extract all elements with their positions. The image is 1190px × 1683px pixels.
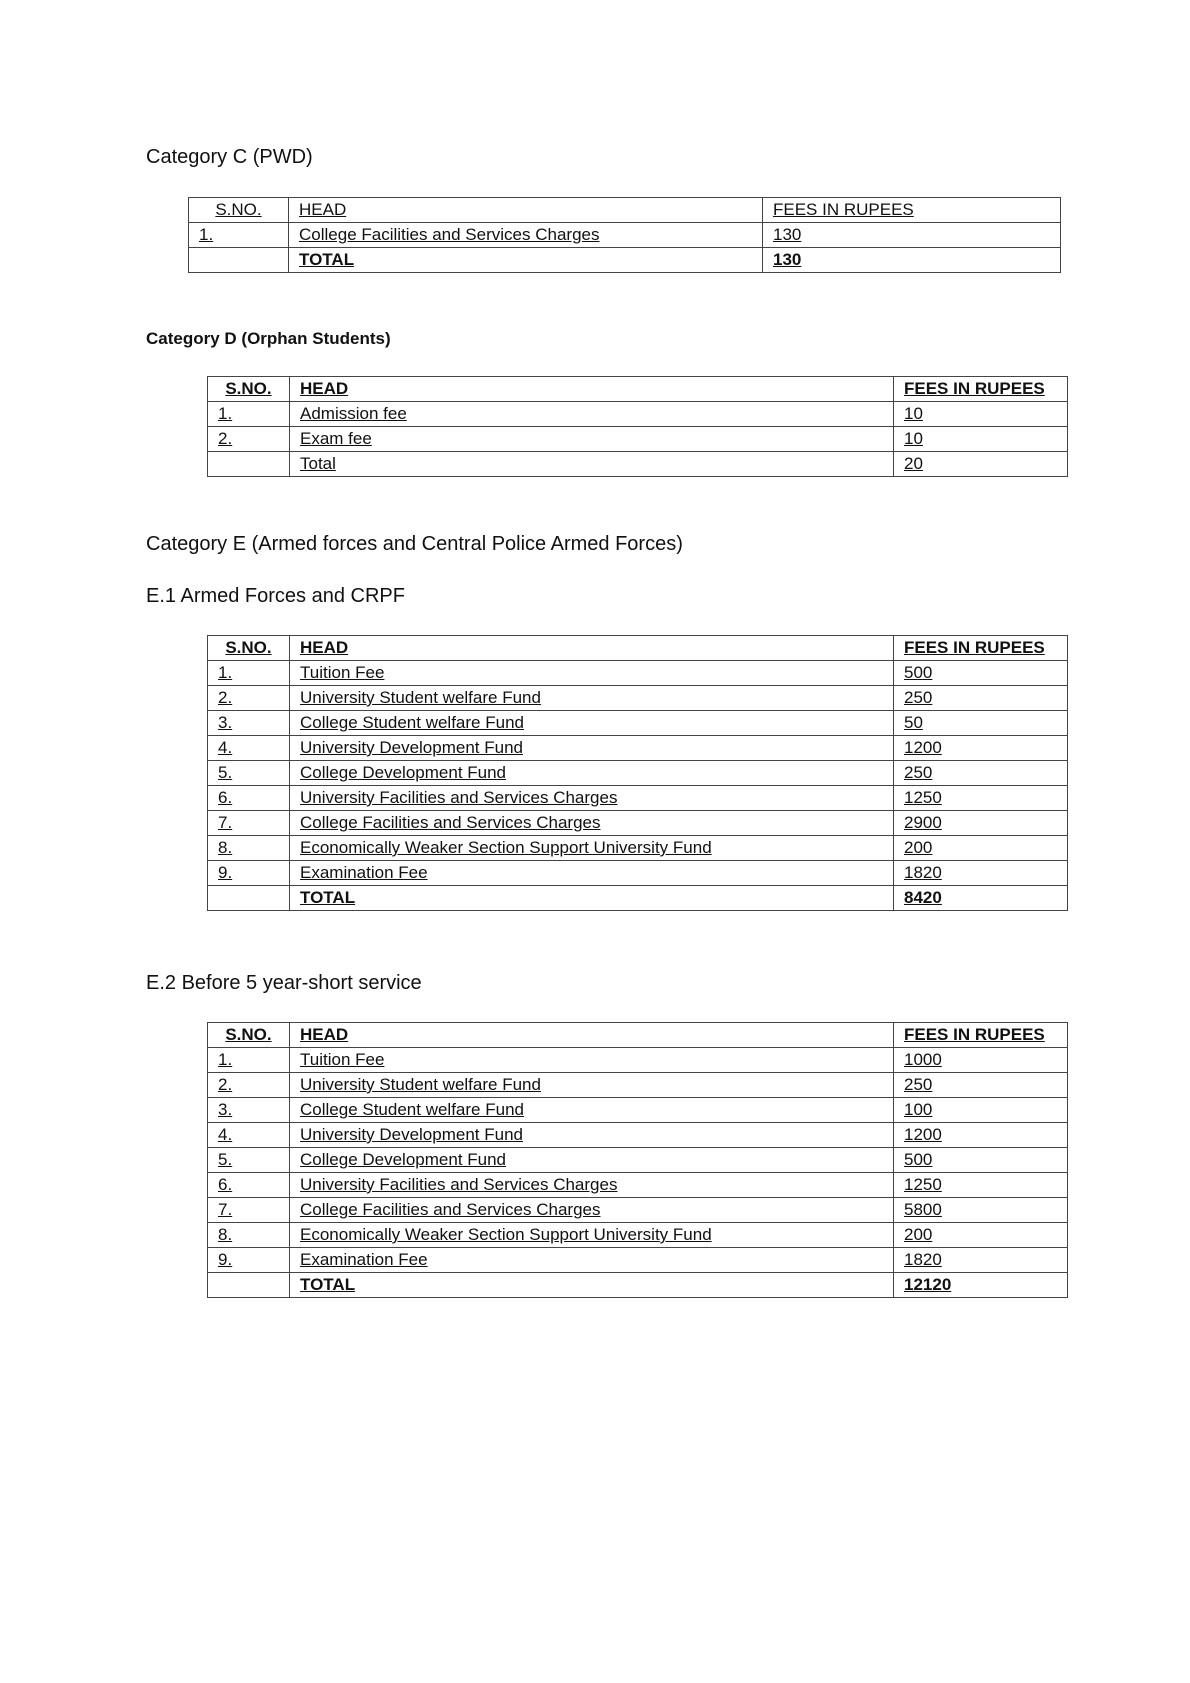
table-row-fees-cell: 5800 <box>894 1198 1068 1223</box>
table-row <box>208 1173 1068 1198</box>
total-row-fees-cell: 20 <box>894 452 1068 477</box>
table-row <box>189 223 1061 248</box>
table-header-row-sno-cell: S.NO. <box>208 636 290 661</box>
table-row-sno-cell: 3. <box>208 711 290 736</box>
table-row <box>208 861 1068 886</box>
table-row <box>208 1073 1068 1098</box>
total-row-fees-cell: 130 <box>763 248 1061 273</box>
table-row-sno-cell: 7. <box>208 811 290 836</box>
table-row-head-cell: University Facilities and Services Charges <box>290 786 894 811</box>
total-row-fees-cell: 12120 <box>894 1273 1068 1298</box>
table-row-head-cell: Economically Weaker Section Support University Fund <box>290 836 894 861</box>
e1-table <box>207 635 1068 911</box>
table-row-head-cell: College Student welfare Fund <box>290 1098 894 1123</box>
table-header-row-sno-cell: S.NO. <box>189 198 289 223</box>
table-row-head-cell: Examination Fee <box>290 1248 894 1273</box>
table-row-sno-cell: 1. <box>208 1048 290 1073</box>
table-row-fees-cell: 50 <box>894 711 1068 736</box>
table-row-fees-cell: 250 <box>894 761 1068 786</box>
total-row-head-cell: Total <box>290 452 894 477</box>
table-row <box>208 836 1068 861</box>
table-header-row-fees-cell: FEES IN RUPEES <box>894 1023 1068 1048</box>
total-row-head-cell: TOTAL <box>290 886 894 911</box>
total-row <box>208 886 1068 911</box>
table-row <box>208 811 1068 836</box>
table-header-row-head-cell: HEAD <box>290 377 894 402</box>
e2-heading: E.2 Before 5 year-short service <box>146 972 422 994</box>
table-row-fees-cell: 1000 <box>894 1048 1068 1073</box>
table-row-sno-cell: 6. <box>208 1173 290 1198</box>
table-row-head-cell: Economically Weaker Section Support University Fund <box>290 1223 894 1248</box>
total-row-sno-cell <box>208 452 290 477</box>
table-header-row-sno-cell: S.NO. <box>208 1023 290 1048</box>
table-row-head-cell: University Student welfare Fund <box>290 686 894 711</box>
table-row-fees-cell: 100 <box>894 1098 1068 1123</box>
table-row-fees-cell: 250 <box>894 1073 1068 1098</box>
table-row <box>208 1248 1068 1273</box>
e2-table <box>207 1022 1068 1298</box>
table-header-row-fees-cell: FEES IN RUPEES <box>894 377 1068 402</box>
table-row <box>208 402 1068 427</box>
table-row <box>208 1098 1068 1123</box>
table-row-sno-cell: 3. <box>208 1098 290 1123</box>
table-row-fees-cell: 250 <box>894 686 1068 711</box>
table-header-row-head-cell: HEAD <box>289 198 763 223</box>
table-row-head-cell: Tuition Fee <box>290 661 894 686</box>
total-row <box>208 1273 1068 1298</box>
table-row <box>208 761 1068 786</box>
table-row-sno-cell: 8. <box>208 836 290 861</box>
table-row-sno-cell: 1. <box>189 223 289 248</box>
table-row-sno-cell: 1. <box>208 661 290 686</box>
table-row-fees-cell: 2900 <box>894 811 1068 836</box>
total-row-sno-cell <box>189 248 289 273</box>
table-row-head-cell: College Development Fund <box>290 761 894 786</box>
table-row-head-cell: Admission fee <box>290 402 894 427</box>
total-row-head-cell: TOTAL <box>290 1273 894 1298</box>
table-row <box>208 661 1068 686</box>
total-row <box>208 452 1068 477</box>
table-row-sno-cell: 4. <box>208 1123 290 1148</box>
table-row-fees-cell: 200 <box>894 836 1068 861</box>
table-row-fees-cell: 1250 <box>894 1173 1068 1198</box>
table-row-sno-cell: 7. <box>208 1198 290 1223</box>
table-row-head-cell: University Facilities and Services Charges <box>290 1173 894 1198</box>
table-row-head-cell: College Student welfare Fund <box>290 711 894 736</box>
table-header-row <box>208 1023 1068 1048</box>
table-row-fees-cell: 500 <box>894 1148 1068 1173</box>
table-row-sno-cell: 9. <box>208 1248 290 1273</box>
table-row <box>208 786 1068 811</box>
table-row-fees-cell: 1250 <box>894 786 1068 811</box>
table-header-row <box>189 198 1061 223</box>
table-row <box>208 1123 1068 1148</box>
category-c-table <box>188 197 1061 273</box>
table-row-head-cell: College Facilities and Services Charges <box>290 811 894 836</box>
table-header-row-fees-cell: FEES IN RUPEES <box>763 198 1061 223</box>
table-row-sno-cell: 8. <box>208 1223 290 1248</box>
total-row-fees-cell: 8420 <box>894 886 1068 911</box>
table-row <box>208 427 1068 452</box>
table-row-head-cell: University Development Fund <box>290 736 894 761</box>
table-row-fees-cell: 1200 <box>894 736 1068 761</box>
table-row-fees-cell: 10 <box>894 427 1068 452</box>
table-row-sno-cell: 5. <box>208 761 290 786</box>
table-header-row <box>208 636 1068 661</box>
table-row-fees-cell: 130 <box>763 223 1061 248</box>
table-header-row-fees-cell: FEES IN RUPEES <box>894 636 1068 661</box>
table-row-fees-cell: 1200 <box>894 1123 1068 1148</box>
table-row-sno-cell: 2. <box>208 427 290 452</box>
table-row-head-cell: University Student welfare Fund <box>290 1073 894 1098</box>
table-row-head-cell: College Facilities and Services Charges <box>290 1198 894 1223</box>
total-row-sno-cell <box>208 886 290 911</box>
table-row-sno-cell: 2. <box>208 1073 290 1098</box>
table-row-sno-cell: 6. <box>208 786 290 811</box>
table-row <box>208 1148 1068 1173</box>
table-header-row-head-cell: HEAD <box>290 1023 894 1048</box>
table-header-row <box>208 377 1068 402</box>
total-row-head-cell: TOTAL <box>289 248 763 273</box>
table-row-fees-cell: 1820 <box>894 1248 1068 1273</box>
table-row-head-cell: Examination Fee <box>290 861 894 886</box>
table-row-head-cell: University Development Fund <box>290 1123 894 1148</box>
table-row-sno-cell: 4. <box>208 736 290 761</box>
table-row <box>208 711 1068 736</box>
table-row <box>208 1198 1068 1223</box>
e1-heading: E.1 Armed Forces and CRPF <box>146 585 405 607</box>
table-row-fees-cell: 500 <box>894 661 1068 686</box>
table-row-head-cell: College Development Fund <box>290 1148 894 1173</box>
table-row-fees-cell: 10 <box>894 402 1068 427</box>
total-row-sno-cell <box>208 1273 290 1298</box>
category-d-table <box>207 376 1068 477</box>
category-e-heading: Category E (Armed forces and Central Police Armed Forces) <box>146 533 683 555</box>
total-row <box>189 248 1061 273</box>
table-row-head-cell: College Facilities and Services Charges <box>289 223 763 248</box>
table-header-row-head-cell: HEAD <box>290 636 894 661</box>
table-row <box>208 1223 1068 1248</box>
table-row-head-cell: Exam fee <box>290 427 894 452</box>
category-c-heading: Category C (PWD) <box>146 146 313 168</box>
table-header-row-sno-cell: S.NO. <box>208 377 290 402</box>
table-row-head-cell: Tuition Fee <box>290 1048 894 1073</box>
table-row-sno-cell: 1. <box>208 402 290 427</box>
category-d-heading: Category D (Orphan Students) <box>146 329 391 348</box>
table-row <box>208 1048 1068 1073</box>
table-row-fees-cell: 200 <box>894 1223 1068 1248</box>
table-row-sno-cell: 5. <box>208 1148 290 1173</box>
table-row <box>208 686 1068 711</box>
table-row-fees-cell: 1820 <box>894 861 1068 886</box>
table-row <box>208 736 1068 761</box>
table-row-sno-cell: 9. <box>208 861 290 886</box>
table-row-sno-cell: 2. <box>208 686 290 711</box>
